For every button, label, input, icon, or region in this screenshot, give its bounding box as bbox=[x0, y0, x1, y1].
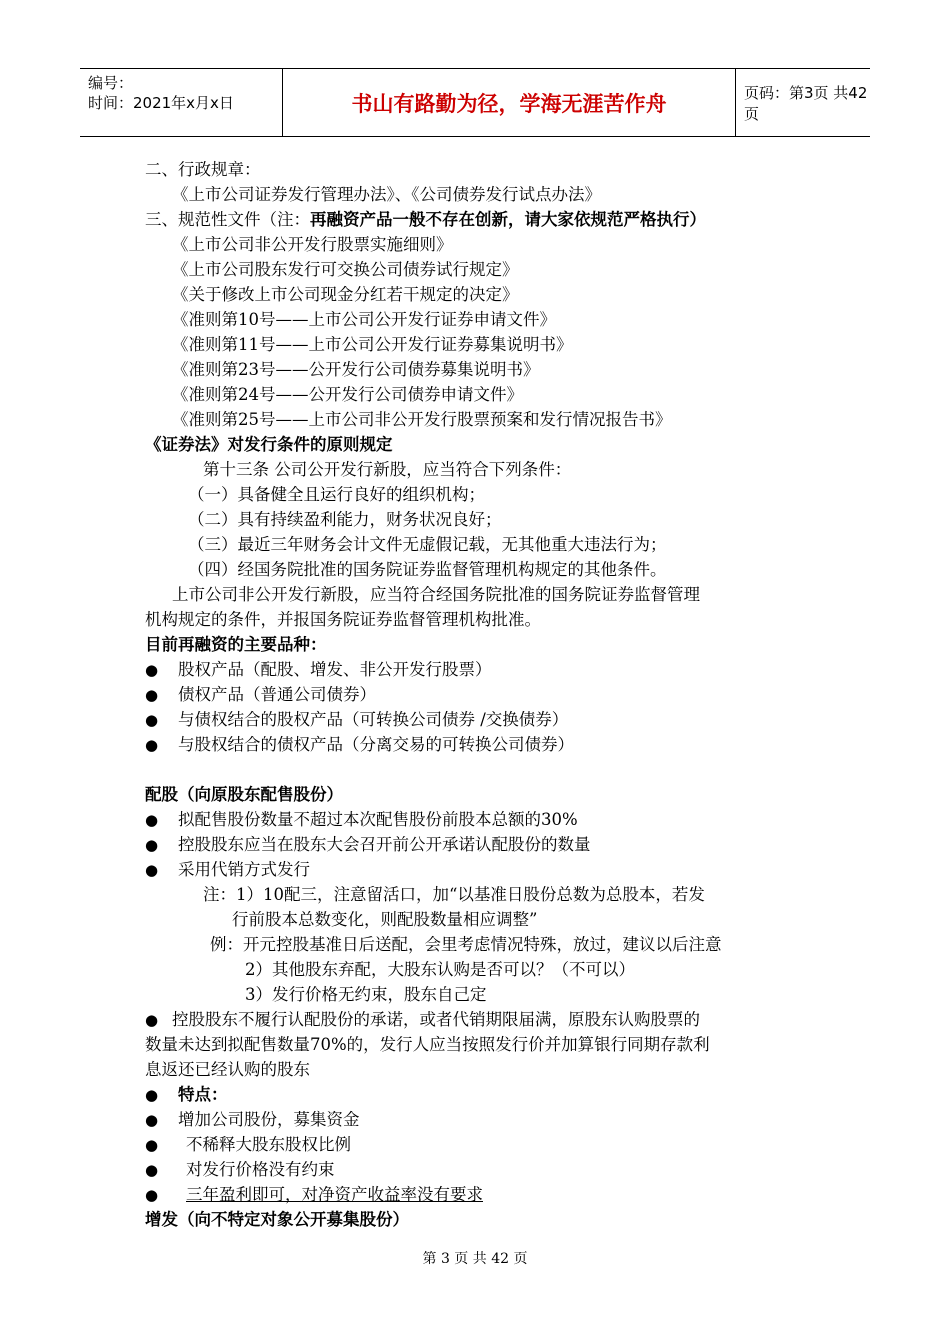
doc-line: 行前股本总数变化，则配股数量相应调整” bbox=[232, 910, 538, 929]
doc-line: 《上市公司证券发行管理办法》、《公司债券发行试点办法》 bbox=[172, 185, 601, 204]
code-label: 编号： bbox=[88, 74, 134, 92]
list-item: 与股权结合的债权产品（分离交易的可转换公司债券） bbox=[178, 735, 574, 754]
bullet-icon: ● bbox=[145, 1186, 159, 1204]
doc-line: （四）经国务院批准的国务院证券监督管理机构规定的其他条件。 bbox=[188, 560, 667, 579]
doc-line: 《准则第24号——公开发行公司债券申请文件》 bbox=[172, 385, 523, 404]
list-item: 三年盈利即可，对净资产收益率没有要求 bbox=[186, 1185, 483, 1204]
section-heading: 《证券法》对发行条件的原则规定 bbox=[145, 435, 393, 454]
bullet-icon: ● bbox=[145, 836, 159, 854]
bullet-icon: ● bbox=[145, 1011, 159, 1029]
section-heading: 增发（向不特定对象公开募集股份） bbox=[145, 1210, 409, 1229]
doc-line: （三）最近三年财务会计文件无虚假记载，无其他重大违法行为； bbox=[188, 535, 667, 554]
list-item: 增加公司股份，募集资金 bbox=[178, 1110, 360, 1129]
doc-line: 注：1）10配三，注意留活口，加“以基准日股份总数为总股本，若发 bbox=[203, 885, 705, 904]
doc-line: 机构规定的条件，并报国务院证券监督管理机构批准。 bbox=[145, 610, 541, 629]
doc-line: 《上市公司股东发行可交换公司债券试行规定》 bbox=[172, 260, 519, 279]
bullet-icon: ● bbox=[145, 661, 159, 679]
doc-line: 二、行政规章： bbox=[145, 160, 261, 179]
doc-line: 控股股东不履行认配股份的承诺，或者代销期限届满，原股东认购股票的 bbox=[172, 1010, 700, 1029]
doc-line: （二）具有持续盈利能力，财务状况良好； bbox=[188, 510, 502, 529]
section-heading: 目前再融资的主要品种： bbox=[145, 635, 327, 654]
doc-line: 3）发行价格无约束，股东自己定 bbox=[245, 985, 487, 1004]
section-heading: 配股（向原股东配售股份） bbox=[145, 785, 343, 804]
list-item: 对发行价格没有约束 bbox=[186, 1160, 335, 1179]
list-item: 与债权结合的股权产品（可转换公司债券 /交换债券） bbox=[178, 710, 569, 729]
doc-line: 第十三条 公司公开发行新股，应当符合下列条件： bbox=[203, 460, 572, 479]
list-item: 股权产品（配股、增发、非公开发行股票） bbox=[178, 660, 492, 679]
doc-line: 息返还已经认购的股东 bbox=[145, 1060, 310, 1079]
list-item: 债权产品（普通公司债券） bbox=[178, 685, 376, 704]
header-motto: 书山有路勤为径，学海无涯苦作舟 bbox=[283, 69, 736, 136]
page-header bbox=[80, 68, 870, 137]
time-label: 时间：2021年x月x日 bbox=[88, 94, 234, 112]
doc-line: 《上市公司非公开发行股票实施细则》 bbox=[172, 235, 453, 254]
doc-line: 《准则第25号——上市公司非公开发行股票预案和发行情况报告书》 bbox=[172, 410, 672, 429]
bullet-icon: ● bbox=[145, 811, 159, 829]
bullet-icon: ● bbox=[145, 1111, 159, 1129]
list-item: 采用代销方式发行 bbox=[178, 860, 310, 879]
doc-line: （一）具备健全且运行良好的组织机构； bbox=[188, 485, 485, 504]
list-item: 不稀释大股东股权比例 bbox=[186, 1135, 351, 1154]
list-heading: 特点： bbox=[178, 1085, 228, 1104]
doc-line: 2）其他股东弃配，大股东认购是否可以？（不可以） bbox=[245, 960, 635, 979]
bullet-icon: ● bbox=[145, 736, 159, 754]
page-footer: 第 3 页 共 42 页 bbox=[422, 1251, 528, 1267]
doc-line: 《准则第23号——公开发行公司债券募集说明书》 bbox=[172, 360, 540, 379]
header-meta bbox=[80, 69, 283, 136]
doc-line: 三、规范性文件（注：再融资产品一般不存在创新，请大家依规范严格执行） bbox=[145, 210, 706, 229]
list-item: 控股股东应当在股东大会召开前公开承诺认配股份的数量 bbox=[178, 835, 591, 854]
list-item: 拟配售股份数量不超过本次配售股份前股本总额的30% bbox=[178, 810, 578, 829]
doc-line: 《关于修改上市公司现金分红若干规定的决定》 bbox=[172, 285, 519, 304]
doc-line: 例：开元控股基准日后送配，会里考虑情况特殊，放过，建议以后注意 bbox=[210, 935, 722, 954]
bullet-icon: ● bbox=[145, 861, 159, 879]
header-page-number: 页码：第3页 共42页 bbox=[744, 83, 868, 123]
doc-line: 上市公司非公开发行新股，应当符合经国务院批准的国务院证券监督管理 bbox=[172, 585, 700, 604]
doc-line: 数量未达到拟配售数量70%的，发行人应当按照发行价并加算银行同期存款利 bbox=[145, 1035, 710, 1054]
bullet-icon: ● bbox=[145, 1136, 159, 1154]
doc-line: 《准则第11号——上市公司公开发行证券募集说明书》 bbox=[172, 335, 573, 354]
bullet-icon: ● bbox=[145, 1086, 159, 1104]
bullet-icon: ● bbox=[145, 1161, 159, 1179]
bullet-icon: ● bbox=[145, 711, 159, 729]
doc-line: 《准则第10号——上市公司公开发行证券申请文件》 bbox=[172, 310, 556, 329]
bullet-icon: ● bbox=[145, 686, 159, 704]
